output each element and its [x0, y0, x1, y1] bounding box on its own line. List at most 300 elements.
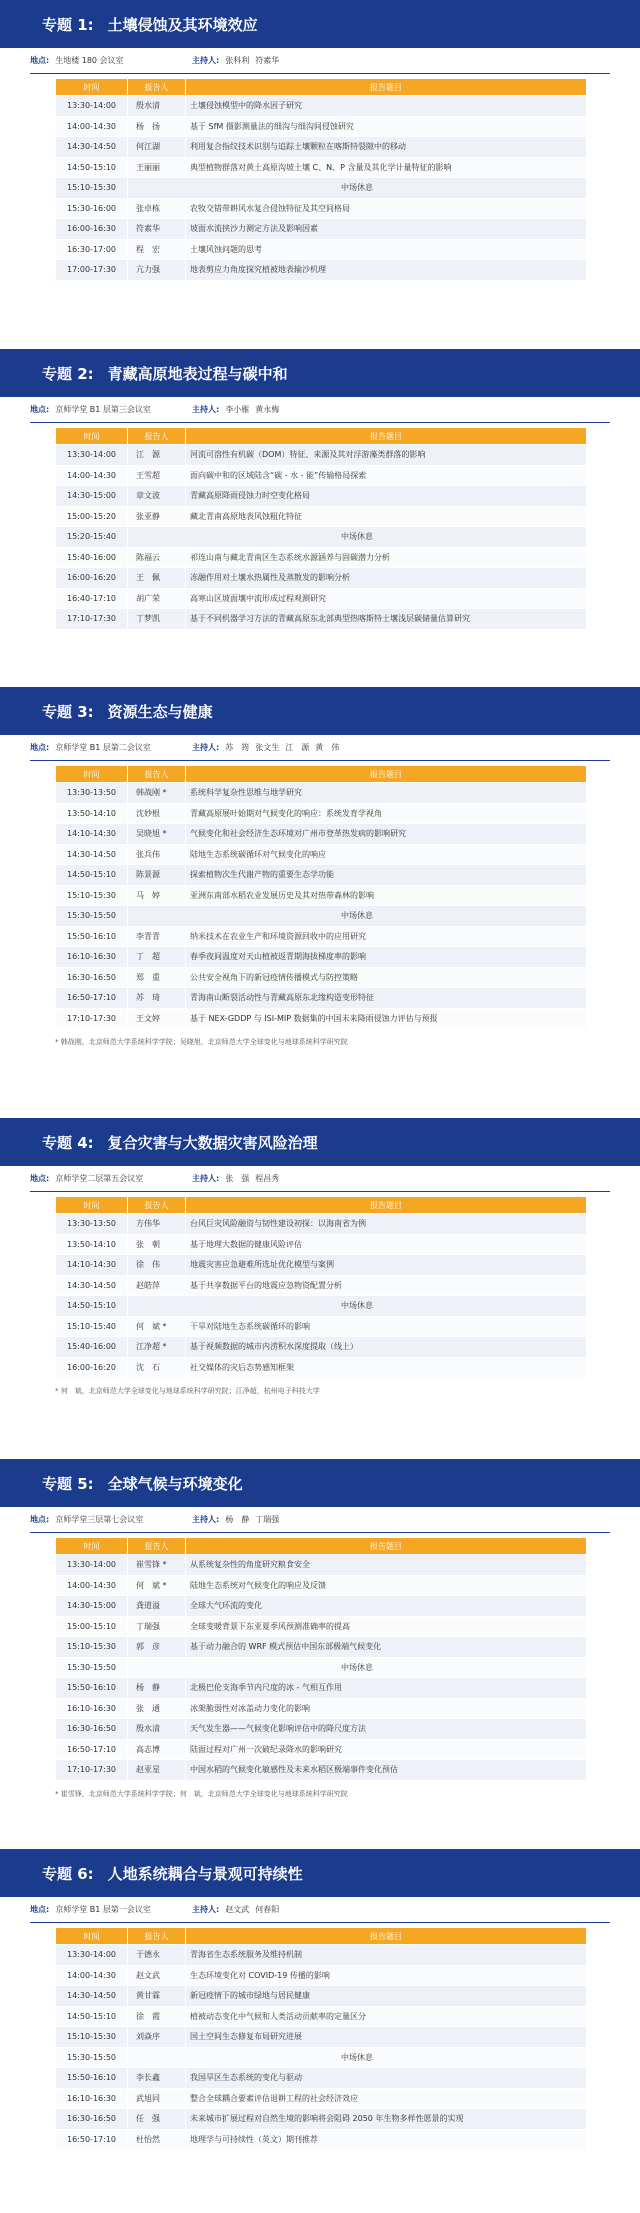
speaker-cell: 张 朝 — [128, 1234, 186, 1255]
talk-title-cell: 冻融作用对土壤水热属性及蒸散发的影响分析 — [186, 568, 587, 589]
talk-title-cell: 探索植物次生代谢产物的重要生态学功能 — [186, 865, 587, 886]
time-cell: 16:50-17:10 — [56, 988, 128, 1009]
talk-title-cell: 植被动态变化中气候和人类活动贡献率的定量区分 — [186, 2006, 587, 2027]
venue-name: 京师学堂 B1 层第二会议室 — [55, 743, 151, 752]
talk-title-cell: 陆地生态系统对气候变化的响应及反馈 — [186, 1575, 587, 1596]
talk-title-cell: 面向碳中和的区域陆含“碳 - 水 - 能”传输格局探索 — [186, 465, 587, 486]
venue-label: 地点: — [30, 1515, 50, 1524]
talk-title-cell: 基于动力融合的 WRF 模式预估中国东部极端气候变化 — [186, 1637, 587, 1658]
speaker-cell: 何 斌 * — [128, 1316, 186, 1337]
speaker-cell: 崔雪锋 * — [128, 1555, 186, 1576]
table-row — [56, 947, 587, 968]
time-cell: 16:00-16:20 — [56, 1357, 128, 1378]
talk-title-cell: 利用复合指纹技术识别与追踪土壤颗粒在喀斯特裂隙中的移动 — [186, 137, 587, 158]
talk-title-cell: 基于视频数据的城市内涝积水深度提取（线上） — [186, 1337, 587, 1358]
time-cell: 16:40-17:10 — [56, 588, 128, 609]
time-cell: 17:10-17:30 — [56, 1760, 128, 1781]
footnote: * 韩战刚，北京师范大学系统科学学院；吴晓旭，北京师范大学全球变化与地球系统科学研究院 — [55, 1038, 348, 1046]
table-row — [56, 1637, 587, 1658]
speaker-cell: 殷水清 — [128, 96, 186, 117]
time-cell: 14:00-14:30 — [56, 116, 128, 137]
speaker-cell: 沈 石 — [128, 1357, 186, 1378]
table-row — [56, 96, 587, 117]
time-cell: 15:30-15:50 — [56, 2047, 128, 2068]
table-row — [56, 465, 587, 486]
break-row — [56, 178, 587, 199]
time-cell: 16:30-16:50 — [56, 967, 128, 988]
speaker-header: 报告人 — [128, 1197, 186, 1214]
talk-title-cell: 新冠疫情下的城市绿地与居民健康 — [186, 1986, 587, 2007]
time-cell: 16:10-16:30 — [56, 2088, 128, 2109]
host-name: 符素华 — [255, 56, 280, 65]
time-cell: 14:30-15:00 — [56, 1596, 128, 1617]
table-row — [56, 506, 587, 527]
talk-title-cell: 基于共享数据平台的地震应急物资配置分析 — [186, 1275, 587, 1296]
time-cell: 13:50-14:10 — [56, 803, 128, 824]
speaker-cell: 张卓栋 — [128, 198, 186, 219]
talk-title-cell: 土壤侵蚀模型中的降水因子研究 — [186, 96, 587, 117]
table-row — [56, 1760, 587, 1781]
speaker-cell: 王文婷 — [128, 1008, 186, 1029]
session-meta — [30, 1166, 610, 1192]
session-meta — [30, 397, 610, 423]
hosts — [192, 742, 339, 753]
speaker-cell: 程 宏 — [128, 239, 186, 260]
table-row — [56, 239, 587, 260]
table-row — [56, 1678, 587, 1699]
table-row — [56, 1316, 587, 1337]
table-row — [56, 137, 587, 158]
break-cell: 中场休息 — [128, 2047, 587, 2068]
table-row — [56, 1357, 587, 1378]
title-header: 报告题目 — [186, 1538, 587, 1555]
table-row — [56, 988, 587, 1009]
talk-title-cell: 青藏高原展叶始期对气候变化的响应：系统发育学视角 — [186, 803, 587, 824]
time-cell: 13:30-14:00 — [56, 1555, 128, 1576]
talk-title-cell: 亚洲东南部水稻农业发展历史及其对热带森林的影响 — [186, 885, 587, 906]
speaker-cell: 陈福云 — [128, 547, 186, 568]
talk-title-cell: 系统科学复杂性思维与地学研究 — [186, 783, 587, 804]
speaker-cell: 胡广荣 — [128, 588, 186, 609]
session-2 — [0, 349, 640, 630]
speaker-cell: 龚道溢 — [128, 1596, 186, 1617]
time-cell: 17:10-17:30 — [56, 609, 128, 630]
table-row — [56, 2068, 587, 2089]
speaker-header: 报告人 — [128, 1928, 186, 1945]
speaker-header: 报告人 — [128, 766, 186, 783]
speaker-cell: 张兵伟 — [128, 844, 186, 865]
table-row — [56, 1596, 587, 1617]
time-cell: 16:30-17:00 — [56, 239, 128, 260]
time-cell: 15:10-15:30 — [56, 885, 128, 906]
host-label: 主持人: — [192, 1905, 220, 1914]
venue-label: 地点: — [30, 743, 50, 752]
speaker-cell: 郑 重 — [128, 967, 186, 988]
speaker-cell: 亢力强 — [128, 260, 186, 281]
talk-title-cell: 藏北青南高原地表风蚀粗化特征 — [186, 506, 587, 527]
session-header — [0, 687, 640, 735]
speaker-cell: 黄甘霖 — [128, 1986, 186, 2007]
table-row — [56, 1275, 587, 1296]
venue-label: 地点: — [30, 405, 50, 414]
session-5 — [0, 1459, 640, 1804]
speaker-cell: 韩战刚 * — [128, 783, 186, 804]
speaker-cell: 杨 静 — [128, 1678, 186, 1699]
venue-label: 地点: — [30, 1905, 50, 1914]
talk-title-cell: 北极巴伦支海季节内尺度的冰 - 气相互作用 — [186, 1678, 587, 1699]
speaker-cell: 方伟华 — [128, 1214, 186, 1235]
table-row — [56, 445, 587, 466]
time-cell: 16:10-16:30 — [56, 947, 128, 968]
table-row — [56, 486, 587, 507]
venue — [30, 404, 192, 415]
table-row — [56, 1337, 587, 1358]
time-cell: 14:30-14:50 — [56, 1986, 128, 2007]
talk-title-cell: 陆面过程对广州一次破纪录降水的影响研究 — [186, 1739, 587, 1760]
break-cell: 中场休息 — [128, 906, 587, 927]
session-number: 专题 3: — [42, 702, 94, 721]
time-cell: 16:10-16:30 — [56, 1698, 128, 1719]
venue — [30, 742, 192, 753]
time-cell: 15:10-15:30 — [56, 178, 128, 199]
header-row — [56, 79, 587, 96]
table-row — [56, 116, 587, 137]
time-cell: 15:10-15:30 — [56, 2027, 128, 2048]
time-header: 时间 — [56, 428, 128, 445]
host-name: 苏 筠 — [225, 743, 250, 752]
table-row — [56, 568, 587, 589]
session-4 — [0, 1118, 640, 1401]
speaker-cell: 马 婷 — [128, 885, 186, 906]
venue — [30, 1904, 192, 1915]
time-cell: 14:00-14:30 — [56, 1965, 128, 1986]
time-cell: 13:30-13:50 — [56, 1214, 128, 1235]
venue-name: 京师学堂 B1 层第一会议室 — [55, 1905, 151, 1914]
talk-title-cell: 基于 SfM 摄影测量法的细沟与细沟间侵蚀研究 — [186, 116, 587, 137]
time-cell: 15:50-16:10 — [56, 2068, 128, 2089]
table-row — [56, 967, 587, 988]
talk-title-cell: 坡面水流挟沙力测定方法及影响因素 — [186, 219, 587, 240]
talk-title-cell: 地表剪应力角度探究植被地表输沙机理 — [186, 260, 587, 281]
schedule-table — [55, 427, 587, 630]
time-header: 时间 — [56, 766, 128, 783]
time-cell: 15:10-15:30 — [56, 1637, 128, 1658]
speaker-cell: 张亚静 — [128, 506, 186, 527]
break-row — [56, 527, 587, 548]
speaker-cell: 赵文武 — [128, 1965, 186, 1986]
title-header: 报告题目 — [186, 79, 587, 96]
venue — [30, 1173, 192, 1184]
speaker-cell: 丁 超 — [128, 947, 186, 968]
time-cell: 16:00-16:30 — [56, 219, 128, 240]
talk-title-cell: 气候变化和社会经济生态环境对广州市登革热发病的影响研究 — [186, 824, 587, 845]
table-row — [56, 2027, 587, 2048]
speaker-cell: 赵皓萍 — [128, 1275, 186, 1296]
table-row — [56, 1616, 587, 1637]
talk-title-cell: 基于 NEX-GDDP 与 ISI-MIP 数据集的中国未来降雨侵蚀力评估与预报 — [186, 1008, 587, 1029]
session-header — [0, 0, 640, 48]
speaker-cell: 王丽丽 — [128, 157, 186, 178]
speaker-cell: 吴晓旭 * — [128, 824, 186, 845]
table-row — [56, 803, 587, 824]
speaker-cell: 赵亚星 — [128, 1760, 186, 1781]
talk-title-cell: 典型植物群落对黄土高原沟坡土壤 C、N、P 含量及其化学计量特征的影响 — [186, 157, 587, 178]
session-meta — [30, 48, 610, 74]
speaker-cell: 徐 霞 — [128, 2006, 186, 2027]
time-cell: 14:00-14:30 — [56, 1575, 128, 1596]
speaker-cell: 王 佩 — [128, 568, 186, 589]
venue-name: 京师学堂三层第七会议室 — [55, 1515, 144, 1524]
hosts — [192, 55, 279, 66]
time-header: 时间 — [56, 1538, 128, 1555]
host-name: 张文生 — [255, 743, 280, 752]
speaker-cell: 符素华 — [128, 219, 186, 240]
break-cell: 中场休息 — [128, 1657, 587, 1678]
host-label: 主持人: — [192, 405, 220, 414]
venue-name: 京师学堂二层第五会议室 — [55, 1174, 144, 1183]
time-cell: 15:50-16:10 — [56, 926, 128, 947]
session-meta — [30, 1507, 610, 1533]
host-label: 主持人: — [192, 56, 220, 65]
talk-title-cell: 河流可溶性有机碳（DOM）特征、来源及其对浮游藻类群落的影响 — [186, 445, 587, 466]
host-name: 程昌秀 — [255, 1174, 280, 1183]
talk-title-cell: 我国旱区生态系统的变化与驱动 — [186, 2068, 587, 2089]
speaker-cell: 李长鑫 — [128, 2068, 186, 2089]
time-cell: 15:40-16:00 — [56, 1337, 128, 1358]
table-row — [56, 1255, 587, 1276]
speaker-cell: 章文波 — [128, 486, 186, 507]
header-row — [56, 1538, 587, 1555]
time-cell: 15:10-15:40 — [56, 1316, 128, 1337]
table-row — [56, 609, 587, 630]
table-row — [56, 2088, 587, 2109]
footnote: * 崔雪锋，北京师范大学系统科学学院；何 斌，北京师范大学全球变化与地球系统科学研究院 — [55, 1789, 348, 1798]
time-cell: 15:50-16:10 — [56, 1678, 128, 1699]
hosts — [192, 1904, 279, 1915]
talk-title-cell: 基于地理大数据的健康风险评估 — [186, 1234, 587, 1255]
talk-title-cell: 纳米技术在农业生产和环境资源回收中的应用研究 — [186, 926, 587, 947]
session-meta — [30, 1897, 610, 1923]
speaker-cell: 杨 扬 — [128, 116, 186, 137]
session-6 — [0, 1849, 640, 2150]
table-row — [56, 926, 587, 947]
time-cell: 13:30-14:00 — [56, 445, 128, 466]
table-row — [56, 824, 587, 845]
talk-title-cell: 天气发生器——气候变化影响评估中的降尺度方法 — [186, 1719, 587, 1740]
host-name: 赵文武 — [225, 1905, 250, 1914]
talk-title-cell: 整合全球耦合要素评估退耕工程的社会经济效应 — [186, 2088, 587, 2109]
session-3 — [0, 687, 640, 1052]
session-title: 青藏高原地表过程与碳中和 — [107, 364, 288, 383]
speaker-cell: 高志博 — [128, 1739, 186, 1760]
speaker-cell: 徐 伟 — [128, 1255, 186, 1276]
session-number: 专题 6: — [42, 1864, 94, 1883]
host-name: 杨 静 — [225, 1515, 250, 1524]
talk-title-cell: 生态环境变化对 COVID-19 传播的影响 — [186, 1965, 587, 1986]
table-row — [56, 844, 587, 865]
break-row — [56, 2047, 587, 2068]
time-cell: 14:50-15:10 — [56, 157, 128, 178]
time-cell: 16:50-17:10 — [56, 1739, 128, 1760]
break-cell: 中场休息 — [128, 178, 587, 199]
table-row — [56, 547, 587, 568]
time-cell: 14:50-15:10 — [56, 865, 128, 886]
host-name: 李小雁 — [225, 405, 250, 414]
time-cell: 15:20-15:40 — [56, 527, 128, 548]
talk-title-cell: 祁连山南与藏北青南区生态系统水源涵养与固碳潜力分析 — [186, 547, 587, 568]
speaker-cell: 杜怡然 — [128, 2129, 186, 2150]
host-label: 主持人: — [192, 743, 220, 752]
host-name: 丁瑞强 — [255, 1515, 280, 1524]
venue-label: 地点: — [30, 56, 50, 65]
table-row — [56, 198, 587, 219]
session-number: 专题 4: — [42, 1133, 94, 1152]
session-number: 专题 5: — [42, 1474, 94, 1493]
table-row — [56, 1739, 587, 1760]
schedule-table — [55, 1927, 587, 2150]
table-row — [56, 885, 587, 906]
header-row — [56, 1197, 587, 1214]
time-cell: 13:30-14:00 — [56, 96, 128, 117]
time-cell: 14:30-14:50 — [56, 844, 128, 865]
speaker-cell: 郭 彦 — [128, 1637, 186, 1658]
time-cell: 14:30-15:00 — [56, 486, 128, 507]
session-1 — [0, 0, 640, 281]
time-cell: 15:40-16:00 — [56, 547, 128, 568]
table-row — [56, 1986, 587, 2007]
session-title: 复合灾害与大数据灾害风险治理 — [107, 1133, 318, 1152]
speaker-cell: 李青青 — [128, 926, 186, 947]
host-name: 张科利 — [225, 56, 250, 65]
session-header — [0, 349, 640, 397]
table-row — [56, 260, 587, 281]
talk-title-cell: 国土空间生态修复布局研究进展 — [186, 2027, 587, 2048]
talk-title-cell: 中国水稻的气候变化敏感性及未来水稻区极端事件变化预估 — [186, 1760, 587, 1781]
title-header: 报告题目 — [186, 428, 587, 445]
talk-title-cell: 社交媒体的灾后态势感知框架 — [186, 1357, 587, 1378]
table-row — [56, 219, 587, 240]
hosts — [192, 1173, 279, 1184]
speaker-cell: 丁梦凯 — [128, 609, 186, 630]
break-row — [56, 1296, 587, 1317]
speaker-cell: 何江湖 — [128, 137, 186, 158]
table-row — [56, 588, 587, 609]
time-cell: 16:30-16:50 — [56, 2109, 128, 2130]
speaker-header: 报告人 — [128, 79, 186, 96]
speaker-cell: 武旭同 — [128, 2088, 186, 2109]
talk-title-cell: 全球大气环流的变化 — [186, 1596, 587, 1617]
talk-title-cell: 地震灾害应急避难所选址优化模型与案例 — [186, 1255, 587, 1276]
time-header: 时间 — [56, 79, 128, 96]
talk-title-cell: 陆地生态系统碳循环对气候变化的响应 — [186, 844, 587, 865]
session-header — [0, 1459, 640, 1507]
time-cell: 14:00-14:30 — [56, 465, 128, 486]
header-row — [56, 1928, 587, 1945]
hosts — [192, 404, 279, 415]
time-cell: 16:50-17:10 — [56, 2129, 128, 2150]
header-row — [56, 428, 587, 445]
table-row — [56, 2006, 587, 2027]
session-title: 资源生态与健康 — [107, 702, 213, 721]
table-row — [56, 1555, 587, 1576]
talk-title-cell: 台风巨灾风险融资与韧性建设初探：以海南省为例 — [186, 1214, 587, 1235]
table-row — [56, 1234, 587, 1255]
time-cell: 14:10-14:30 — [56, 1255, 128, 1276]
time-cell: 15:00-15:20 — [56, 506, 128, 527]
speaker-cell: 刘焱序 — [128, 2027, 186, 2048]
time-cell: 17:10-17:30 — [56, 1008, 128, 1029]
time-cell: 13:50-14:10 — [56, 1234, 128, 1255]
host-label: 主持人: — [192, 1515, 220, 1524]
time-header: 时间 — [56, 1928, 128, 1945]
time-cell: 13:30-14:00 — [56, 1945, 128, 1966]
session-number: 专题 2: — [42, 364, 94, 383]
time-cell: 16:30-16:50 — [56, 1719, 128, 1740]
talk-title-cell: 青藏高原降雨侵蚀力时空变化格局 — [186, 486, 587, 507]
session-title: 土壤侵蚀及其环境效应 — [107, 15, 258, 34]
speaker-cell: 何 斌 * — [128, 1575, 186, 1596]
schedule-table — [55, 78, 587, 281]
time-cell: 14:50-15:10 — [56, 1296, 128, 1317]
talk-title-cell: 基于不同机器学习方法的青藏高原东北部典型热喀斯特土壤浅层碳储量估算研究 — [186, 609, 587, 630]
speaker-cell: 于德永 — [128, 1945, 186, 1966]
speaker-header: 报告人 — [128, 428, 186, 445]
table-row — [56, 2129, 587, 2150]
talk-title-cell: 农牧交错带耕风水复合侵蚀特征及其空间格局 — [186, 198, 587, 219]
session-title: 全球气候与环境变化 — [107, 1474, 243, 1493]
time-cell: 15:30-15:50 — [56, 906, 128, 927]
table-row — [56, 1575, 587, 1596]
title-header: 报告题目 — [186, 1197, 587, 1214]
host-name: 黄 伟 — [315, 743, 340, 752]
break-cell: 中场休息 — [128, 527, 587, 548]
talk-title-cell: 春季夜间温度对天山植被返青期海拔梯度率的影响 — [186, 947, 587, 968]
talk-title-cell: 未来城市扩展过程对自然生境的影响将会阻碍 2050 年生物多样性愿景的实现 — [186, 2109, 587, 2130]
break-row — [56, 906, 587, 927]
table-row — [56, 783, 587, 804]
time-cell: 15:00-15:10 — [56, 1616, 128, 1637]
footnote: * 何 斌，北京师范大学全球变化与地球系统科学研究院；江净超，杭州电子科技大学 — [55, 1387, 320, 1395]
table-row — [56, 157, 587, 178]
speaker-cell: 苏 琦 — [128, 988, 186, 1009]
talk-title-cell: 土壤风蚀问题的思考 — [186, 239, 587, 260]
venue-name: 生地楼 180 会议室 — [55, 56, 124, 65]
talk-title-cell: 干旱对陆地生态系统碳循环的影响 — [186, 1316, 587, 1337]
schedule-table — [55, 1196, 587, 1378]
speaker-cell: 沈妙根 — [128, 803, 186, 824]
talk-title-cell: 公共安全视角下的新冠疫情传播模式与防控策略 — [186, 967, 587, 988]
venue — [30, 55, 192, 66]
session-header — [0, 1849, 640, 1897]
talk-title-cell: 高寒山区坡面壤中流形成过程观测研究 — [186, 588, 587, 609]
time-cell: 14:30-14:50 — [56, 1275, 128, 1296]
speaker-cell: 殷水清 — [128, 1719, 186, 1740]
time-cell: 16:00-16:20 — [56, 568, 128, 589]
talk-title-cell: 冰架脆弱性对冰盖动力变化的影响 — [186, 1698, 587, 1719]
talk-title-cell: 青海南山断裂活动性与青藏高原东北缘构造变形特征 — [186, 988, 587, 1009]
time-cell: 14:30-14:50 — [56, 137, 128, 158]
schedule-table — [55, 765, 587, 1029]
talk-title-cell: 全球变暖背景下东亚夏季风预测准确率的提高 — [186, 1616, 587, 1637]
time-cell: 17:00-17:30 — [56, 260, 128, 281]
break-cell: 中场休息 — [128, 1296, 587, 1317]
host-name: 江 源 — [285, 743, 310, 752]
host-name: 何春阳 — [255, 1905, 280, 1914]
hosts — [192, 1514, 279, 1525]
header-row — [56, 766, 587, 783]
time-cell: 14:50-15:10 — [56, 2006, 128, 2027]
speaker-cell: 江 源 — [128, 445, 186, 466]
